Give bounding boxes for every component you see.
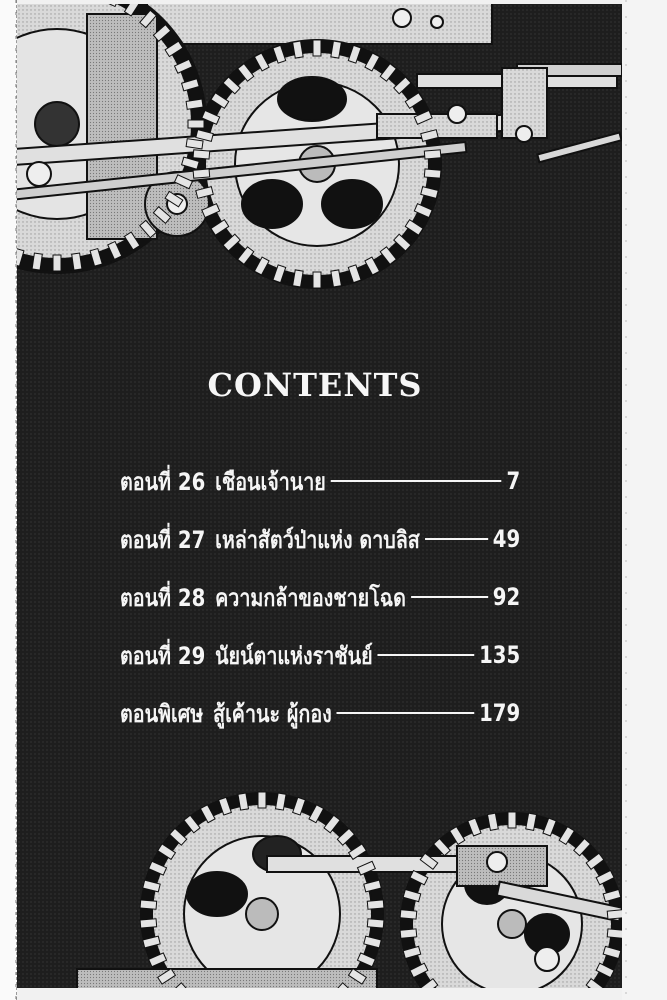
toc-entry [120,684,520,742]
toc-page-number: 92 [492,583,521,611]
toc-episode-title: เชือนเจ้านาย [215,467,326,496]
toc-page-number: 7 [506,467,521,495]
toc-entry [120,626,520,684]
toc-leader-line [378,654,475,656]
toc-list [120,452,520,742]
toc-page-number: 179 [479,699,521,727]
toc-leader-line [425,538,488,540]
toc-entry [120,510,520,568]
contents-page-panel [17,4,622,988]
toc-episode-title: เหล่าสัตว์ป่าแห่ง ดาบลิส [215,525,420,554]
toc-episode-title: นัยน์ตาแห่งราชันย์ [215,641,373,670]
page-left-margin [0,0,17,1000]
toc-entry [120,452,520,510]
page-title: CONTENTS [207,366,423,404]
toc-episode-title: ความกล้าของชายโฉด [215,583,406,612]
toc-leader-line [331,480,502,482]
toc-episode-number: ตอนที่ 28 [120,583,206,612]
toc-page-number: 135 [479,641,521,669]
toc-entry [120,568,520,626]
toc-leader-line [337,712,474,714]
toc-page-number: 49 [492,525,521,553]
toc-episode-number: ตอนที่ 27 [120,525,206,554]
toc-episode-number: ตอนที่ 29 [120,641,206,670]
toc-episode-number: ตอนที่ 26 [120,467,206,496]
toc-leader-line [411,596,488,598]
page-right-margin [622,0,667,1000]
toc-episode-number: ตอนพิเศษ [120,699,204,728]
toc-episode-title: สู้เค้านะ ผู้กอง [213,699,332,728]
